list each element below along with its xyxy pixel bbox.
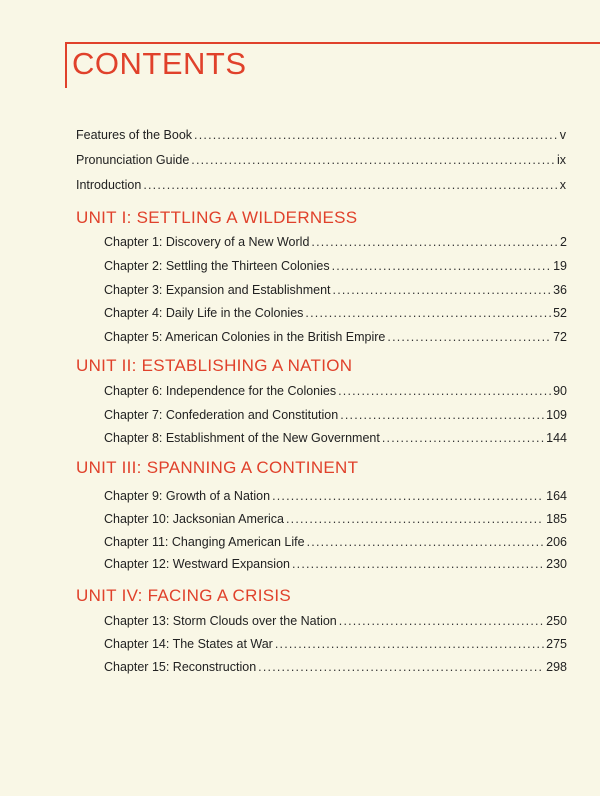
unit-heading[interactable]: UNIT II: ESTABLISHING A NATION [76, 356, 353, 375]
dot-leader [332, 259, 551, 273]
dot-leader [191, 153, 555, 167]
dot-leader [382, 431, 544, 445]
toc-entry-pronunciation[interactable] [76, 153, 566, 167]
dot-leader [311, 235, 558, 249]
toc-entry-chapter-6[interactable] [104, 384, 567, 398]
toc-entry-page: 36 [553, 283, 567, 297]
toc-entry-chapter-12[interactable] [104, 557, 567, 571]
toc-entry-label: Chapter 8: Establishment of the New Government [104, 431, 380, 445]
toc-entry-chapter-10[interactable] [104, 512, 567, 526]
toc-entry-label: Chapter 4: Daily Life in the Colonies [104, 306, 304, 320]
toc-entry-page: 90 [553, 384, 567, 398]
toc-entry-page: 275 [546, 637, 567, 651]
toc-entry-page: 72 [553, 330, 567, 344]
toc-entry-label: Chapter 6: Independence for the Colonies [104, 384, 337, 398]
toc-entry-label: Chapter 11: Changing American Life [104, 535, 305, 549]
toc-entry-chapter-5[interactable] [104, 330, 567, 344]
toc-entry-page: 2 [560, 235, 567, 249]
toc-entry-label: Chapter 13: Storm Clouds over the Nation [104, 614, 337, 628]
dot-leader [305, 306, 551, 320]
toc-entry-label: Chapter 15: Reconstruction [104, 660, 257, 674]
dot-leader [275, 637, 544, 651]
unit-heading[interactable]: UNIT I: SETTLING A WILDERNESS [76, 208, 358, 227]
toc-entry-chapter-3[interactable] [104, 283, 567, 297]
toc-entry-page: x [559, 178, 566, 192]
toc-entry-page: 164 [546, 489, 567, 503]
toc-entry-page: 206 [546, 535, 567, 549]
dot-leader [286, 512, 544, 526]
dot-leader [387, 330, 551, 344]
toc-entry-chapter-7[interactable] [104, 408, 567, 422]
toc-entry-chapter-13[interactable] [104, 614, 567, 628]
toc-entry-chapter-11[interactable] [104, 535, 567, 549]
toc-entry-label: Chapter 9: Growth of a Nation [104, 489, 271, 503]
toc-entry-page: 109 [546, 408, 567, 422]
unit-heading[interactable]: UNIT IV: FACING A CRISIS [76, 586, 292, 605]
toc-entry-label: Chapter 10: Jacksonian America [104, 512, 284, 526]
title-rule-left [65, 42, 67, 88]
toc-entry-page: 230 [546, 557, 567, 571]
toc-entry-chapter-2[interactable] [104, 259, 567, 273]
dot-leader [333, 283, 552, 297]
toc-entry-features[interactable] [76, 128, 566, 142]
toc-entry-chapter-9[interactable] [104, 489, 567, 503]
toc-entry-label: Introduction [76, 178, 142, 192]
dot-leader [143, 178, 557, 192]
toc-entry-label: Chapter 3: Expansion and Establishment [104, 283, 331, 297]
toc-entry-chapter-14[interactable] [104, 637, 567, 651]
toc-entry-chapter-8[interactable] [104, 431, 567, 445]
dot-leader [258, 660, 544, 674]
toc-entry-page: 250 [546, 614, 567, 628]
toc-entry-label: Chapter 5: American Colonies in the British Empire [104, 330, 386, 344]
toc-entry-page: 52 [553, 306, 567, 320]
toc-entry-chapter-4[interactable] [104, 306, 567, 320]
dot-leader [338, 384, 551, 398]
toc-entry-label: Chapter 12: Westward Expansion [104, 557, 290, 571]
toc-entry-page: 298 [546, 660, 567, 674]
toc-entry-page: v [559, 128, 566, 142]
toc-entry-label: Chapter 1: Discovery of a New World [104, 235, 310, 249]
toc-entry-page: 144 [546, 431, 567, 445]
toc-entry-page: 185 [546, 512, 567, 526]
dot-leader [339, 614, 544, 628]
toc-entry-label: Chapter 14: The States at War [104, 637, 273, 651]
dot-leader [194, 128, 558, 142]
dot-leader [272, 489, 544, 503]
toc-entry-chapter-15[interactable] [104, 660, 567, 674]
toc-entry-label: Pronunciation Guide [76, 153, 190, 167]
title-rule-top [65, 42, 600, 44]
page-title: CONTENTS [72, 46, 247, 81]
toc-entry-label: Chapter 7: Confederation and Constitution [104, 408, 339, 422]
toc-entry-introduction[interactable] [76, 178, 566, 192]
dot-leader [340, 408, 544, 422]
dot-leader [307, 535, 545, 549]
toc-entry-label: Features of the Book [76, 128, 193, 142]
toc-entry-page: 19 [553, 259, 567, 273]
toc-entry-chapter-1[interactable] [104, 235, 567, 249]
unit-heading[interactable]: UNIT III: SPANNING A CONTINENT [76, 458, 359, 477]
toc-entry-label: Chapter 2: Settling the Thirteen Colonies [104, 259, 330, 273]
toc-entry-page: ix [556, 153, 566, 167]
dot-leader [292, 557, 544, 571]
